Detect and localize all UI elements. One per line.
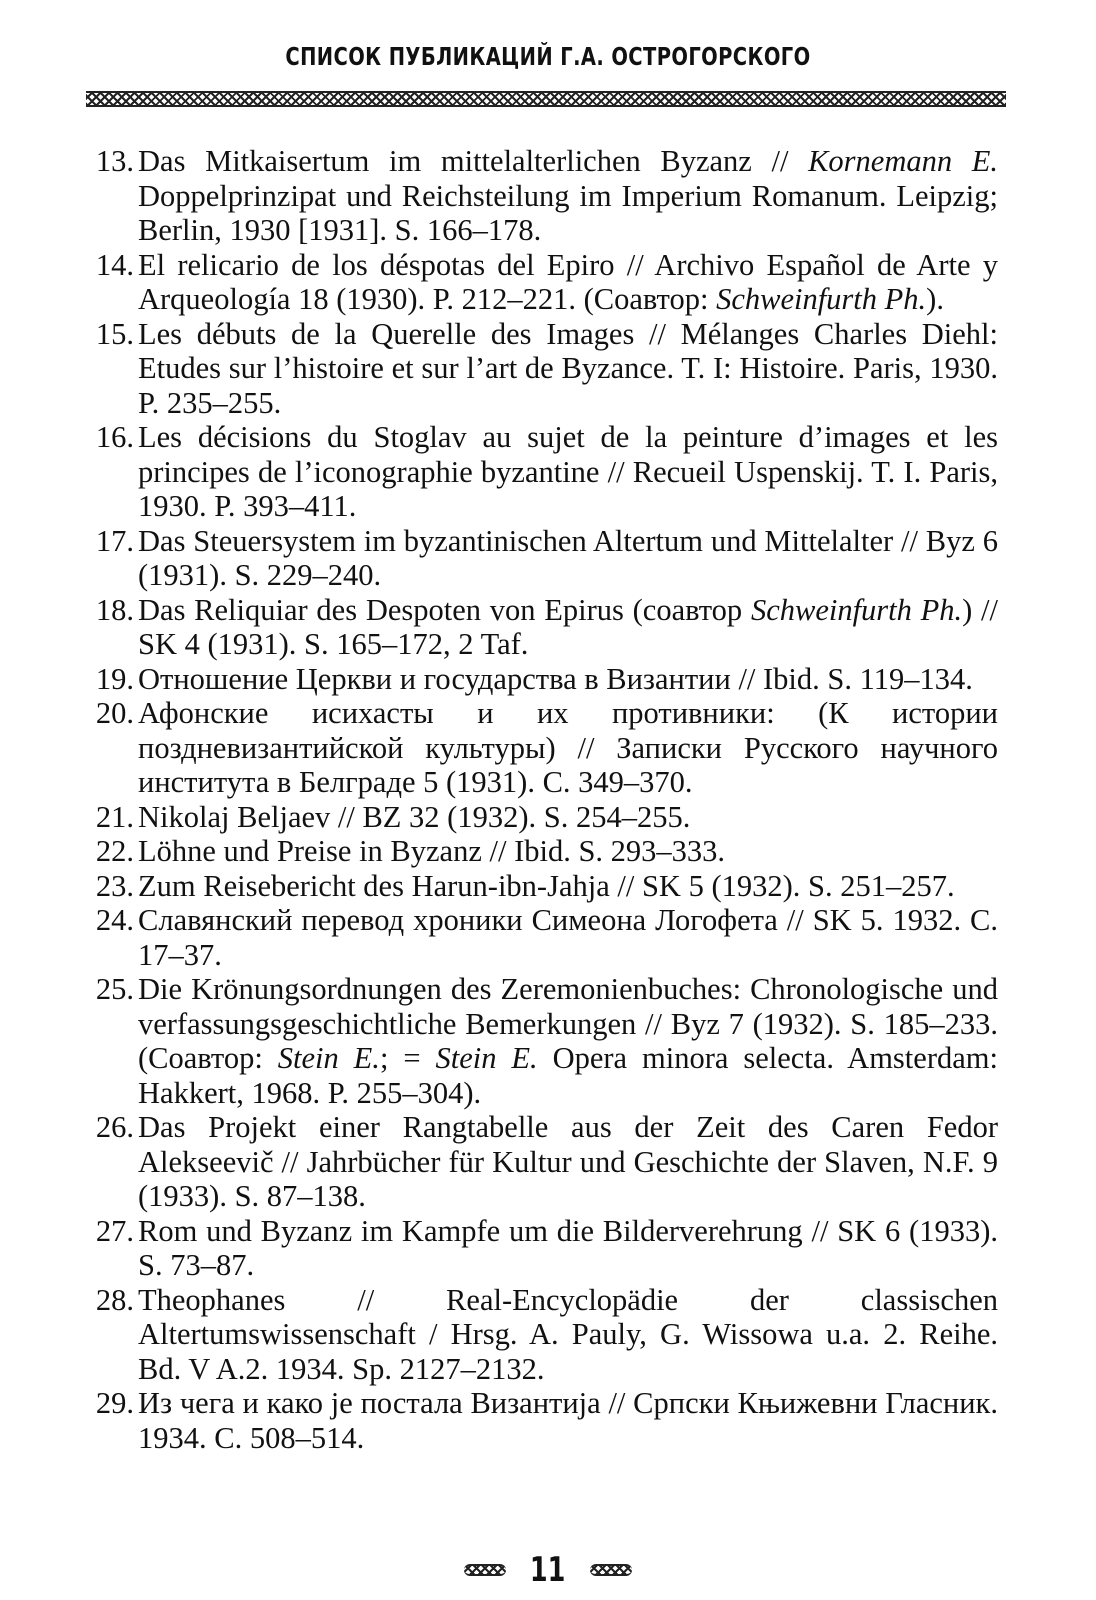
bibliography-entry — [88, 317, 998, 421]
entry-text: Das Mitkaisertum im mittelalterlichen Byzanz // Kornemann E. Doppelprinzipat und Reichsteilung im Imperium Romanum. Leipzig; Berlin, 1930 [1931]. S. 166–178. — [138, 144, 998, 247]
entry-text: Nikolaj Beljaev // BZ 32 (1932). S. 254–255. — [138, 799, 691, 834]
entry-number: 26. — [95, 1110, 134, 1144]
bibliography-list — [88, 144, 998, 1455]
bibliography-entry — [88, 420, 998, 524]
entry-text: El relicario de los déspotas del Epiro // Archivo Español de Arte y Arqueología 18 (1930). P. 212–221. (Соавтор: Schweinfurth Ph.). — [138, 247, 998, 316]
entry-number: 23. — [95, 868, 134, 903]
bibliography-entry — [88, 593, 998, 662]
entry-text: Theophanes // Real-Encyclopädie der classischen Altertumswissenschaft / Hrsg. A. Pauly, G. Wissowa u.a. 2. Reihe. Bd. V A.2. 1934. Sp. 2127–2132. — [138, 1282, 998, 1386]
entry-number: 20. — [95, 696, 134, 730]
entry-text: Из чега и како је постала Византија // Српски Књижевни Гласник. 1934. С. 508–514. — [138, 1386, 998, 1455]
bibliography-entry — [88, 972, 998, 1110]
entry-text: Die Krönungsordnungen des Zeremonienbuches: Chronologische und verfassungsgeschichtliche Bemerkungen // Byz 7 (1932). S. 185–233. (Соавтор: Stein E.; = Stein E. Opera minora selecta. Amsterdam: Hakkert, 1968. P. 255–304). — [138, 972, 998, 1110]
entry-text: Das Steuersystem im byzantinischen Altertum und Mittelalter // Byz 6 (1931). S. 229–240. — [138, 523, 998, 592]
bibliography-entry — [88, 696, 998, 800]
entry-text: Rom und Byzanz im Kampfe um die Bilderverehrung // SK 6 (1933). S. 73–87. — [138, 1213, 998, 1282]
entry-text: Les débuts de la Querelle des Images // Mélanges Charles Diehl: Etudes sur l’histoire et sur l’art de Byzance. T. I: Histoire. Paris, 1930. P. 235–255. — [138, 316, 998, 420]
entry-number: 15. — [95, 316, 134, 351]
bibliography-entry — [88, 1110, 998, 1214]
ornamental-rule — [86, 91, 1006, 107]
bibliography-entry — [88, 903, 998, 972]
page-footer — [0, 1550, 1096, 1590]
entry-number: 18. — [95, 592, 134, 627]
entry-number: 21. — [95, 799, 134, 834]
bibliography-entry — [88, 1214, 998, 1283]
entry-number: 19. — [95, 661, 134, 696]
entry-number: 17. — [95, 523, 134, 558]
entry-number: 28. — [95, 1282, 134, 1317]
entry-number: 13. — [95, 144, 134, 178]
entry-number: 14. — [95, 247, 134, 282]
bibliography-entry — [88, 869, 998, 904]
entry-text: Отношение Церкви и государства в Византии // Ibid. S. 119–134. — [138, 661, 973, 696]
entry-number: 22. — [95, 834, 134, 868]
entry-number: 24. — [95, 903, 134, 937]
bibliography-entry — [88, 800, 998, 835]
entry-text: Zum Reisebericht des Harun-ibn-Jahja // SK 5 (1932). S. 251–257. — [138, 868, 955, 903]
entry-text: Славянский перевод хроники Симеона Логофета // SK 5. 1932. С. 17–37. — [138, 903, 998, 972]
bibliography-entry — [88, 1283, 998, 1387]
page-number: 11 — [530, 1550, 566, 1590]
bibliography-entry — [88, 524, 998, 593]
entry-number: 29. — [95, 1386, 134, 1420]
entry-number: 27. — [95, 1213, 134, 1248]
bibliography-entry — [88, 662, 998, 697]
bibliography-entry — [88, 1386, 998, 1455]
entry-number: 16. — [95, 420, 134, 454]
entry-number: 25. — [95, 972, 134, 1006]
running-head: СПИСОК ПУБЛИКАЦИЙ Г.А. ОСТРОГОРСКОГО — [285, 42, 811, 71]
entry-text: Les décisions du Stoglav au sujet de la peinture d’images et les principes de l’iconographie byzantine // Recueil Uspenskij. T. I. Paris, 1930. P. 393–411. — [138, 420, 998, 523]
bibliography-entry — [88, 248, 998, 317]
ornament-left-icon — [464, 1564, 506, 1576]
bibliography-entry — [88, 834, 998, 869]
entry-text: Löhne und Preise in Byzanz // Ibid. S. 293–333. — [138, 834, 726, 868]
bibliography-entry — [88, 144, 998, 248]
entry-text: Das Projekt einer Rangtabelle aus der Zeit des Caren Fedor Alekseevič // Jahrbücher für Kultur und Geschichte der Slaven, N.F. 9 (1933). S. 87–138. — [138, 1110, 998, 1213]
entry-text: Das Reliquiar des Despoten von Epirus (соавтор Schweinfurth Ph.) // SK 4 (1931). S. 165–172, 2 Taf. — [138, 592, 999, 661]
ornament-right-icon — [590, 1564, 632, 1576]
entry-text: Афонские исихасты и их противники: (К истории поздневизантийской культуры) // Записки Русского научного института в Белграде 5 (1931). С. 349–370. — [138, 696, 998, 799]
